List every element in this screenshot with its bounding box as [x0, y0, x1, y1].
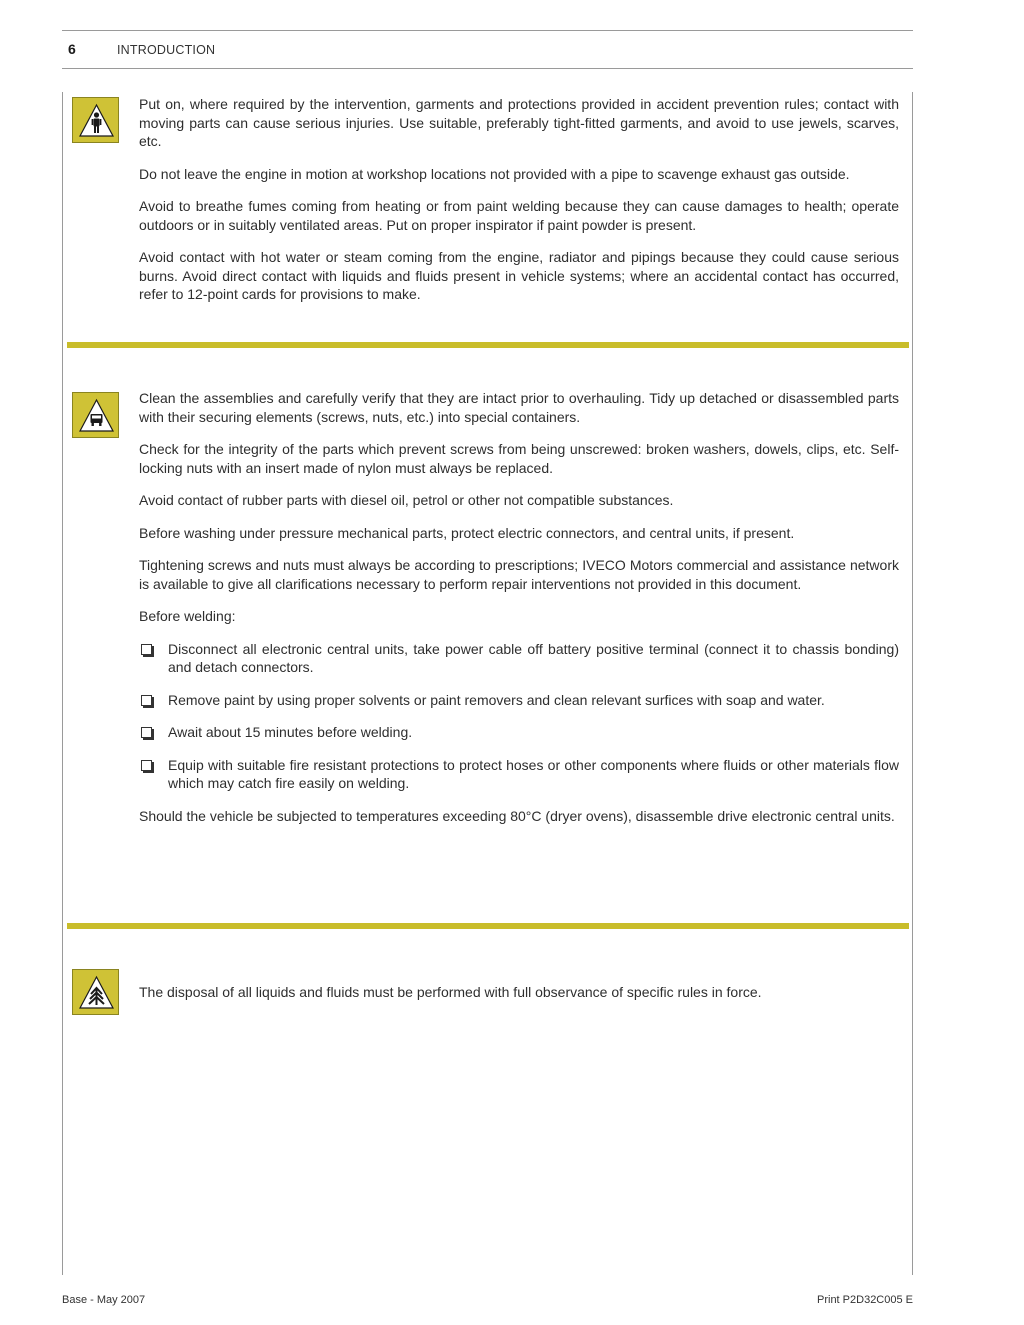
- welding-bullet: [139, 691, 899, 710]
- safety-paragraph-2: Do not leave the engine in motion at workshop locations not provided with a pipe to scavenge exhaust gas outside.: [139, 165, 850, 182]
- person-safety-icon: [72, 97, 119, 143]
- vehicle-paragraph-2: Check for the integrity of the parts which prevent screws from being unscrewed: broken washers, dowels, clips, etc. Self-locking nuts with an insert made of nylon must always be replaced.: [139, 441, 899, 476]
- header-bottom-rule: [62, 68, 913, 69]
- welding-bullet-text: Await about 15 minutes before welding.: [168, 724, 413, 740]
- section-divider-band: [67, 923, 909, 929]
- safety-paragraph-3: Avoid to breathe fumes coming from heating or from paint welding because they can cause damages to health; operate outdoors or in suitably ventilated areas. Put on proper inspirator if paint powder is present.: [139, 198, 899, 233]
- welding-bullet: [139, 640, 899, 677]
- left-margin-line: [62, 92, 63, 1275]
- page-number: 6: [68, 41, 76, 57]
- welding-bullet-text: Equip with suitable fire resistant protections to protect hoses or other components where fluids or other materials flow which may catch fire easily on welding.: [168, 756, 899, 791]
- environment-paragraph-1: The disposal of all liquids and fluids must be performed with full observance of specific rules in force.: [139, 984, 762, 1000]
- welding-bullet-text: Disconnect all electronic central units, take power cable off battery positive terminal (connect it to chassis bonding) and detach connectors.: [168, 640, 899, 675]
- vehicle-paragraph-4: Before washing under pressure mechanical parts, protect electric connectors, and central units, if present.: [139, 524, 795, 541]
- checkbox-bullet-icon: [141, 695, 152, 706]
- vehicle-paragraph-1: Clean the assemblies and carefully verify that they are intact prior to overhauling. Tidy up detached or disassembled parts with their securing elements (screws, nuts, etc.) into special containers.: [139, 390, 899, 425]
- vehicle-section: [139, 389, 899, 839]
- footer-print-code: Print P2D32C005 E: [817, 1294, 913, 1306]
- footer-edition: Base - May 2007: [62, 1294, 146, 1306]
- vehicle-paragraph-6: Before welding:: [139, 608, 236, 624]
- tree-environment-icon: [72, 969, 119, 1015]
- welding-bullet: [139, 723, 899, 742]
- right-margin-line: [912, 92, 913, 1275]
- environment-section: [139, 983, 899, 1016]
- vehicle-paragraph-3: Avoid contact of rubber parts with diesel oil, petrol or other not compatible substances.: [139, 492, 674, 508]
- safety-paragraph-1: Put on, where required by the intervention, garments and protections provided in accident prevention rules; contact with moving parts can cause serious injuries. Use suitable, preferably tight-fitted garments, and avoid to use jewels, scarves, etc.: [139, 96, 899, 149]
- vehicle-icon: [72, 392, 119, 438]
- welding-bullet: [139, 756, 899, 793]
- header-top-rule: [62, 30, 913, 31]
- safety-paragraph-4: Avoid contact with hot water or steam coming from the engine, radiator and pipings because they could cause serious burns. Avoid direct contact with liquids and fluids present in vehicle systems; where an accidental contact has occurred, refer to 12-point cards for provisions to make.: [139, 249, 899, 302]
- checkbox-bullet-icon: [141, 727, 152, 738]
- welding-bullet-text: Remove paint by using proper solvents or paint removers and clean relevant surfices with soap and water.: [168, 691, 825, 708]
- section-divider-band: [67, 342, 909, 348]
- checkbox-bullet-icon: [141, 760, 152, 771]
- safety-section: [139, 95, 899, 318]
- vehicle-paragraph-5: Tightening screws and nuts must always be according to prescriptions; IVECO Motors commercial and assistance network is available to give all clarifications necessary to perform repair interventions not provided in this document.: [139, 557, 899, 592]
- vehicle-closing-paragraph: Should the vehicle be subjected to temperatures exceeding 80°C (dryer ovens), disassemble drive electronic central units.: [139, 807, 895, 824]
- section-title: INTRODUCTION: [117, 43, 216, 57]
- checkbox-bullet-icon: [141, 644, 152, 655]
